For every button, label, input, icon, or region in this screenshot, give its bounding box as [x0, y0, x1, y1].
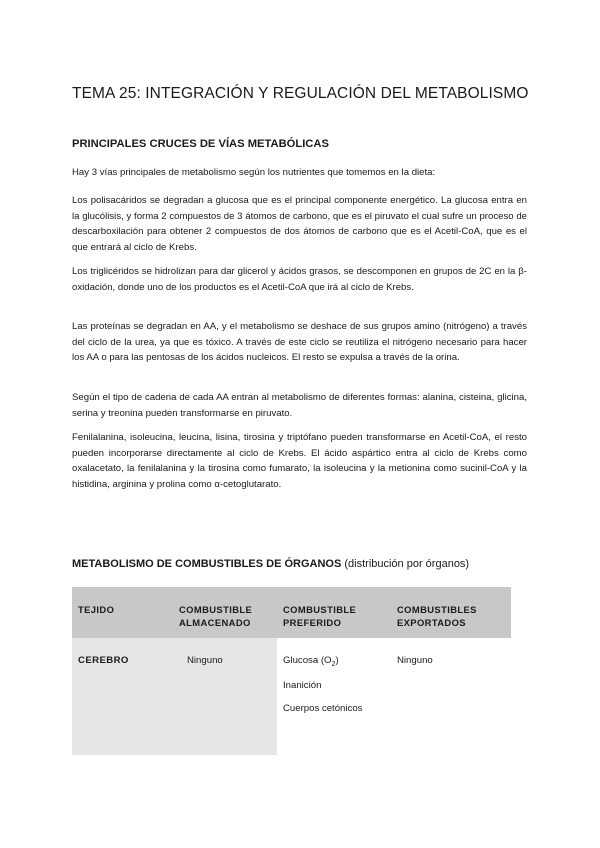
cell-almacenado: Ninguno: [173, 638, 277, 755]
paragraph-triglycerides: Los triglicéridos se hidrolizan para dar glicerol y ácidos grasos, se descomponen en grupos de 2C en la β-oxidación, donde uno de los productos es el Acetil-CoA que irá al ciclo de Krebs.: [72, 266, 527, 293]
paragraph-amino-acids-piruvate: Según el tipo de cadena de cada AA entran al metabolismo de diferentes formas: alanina, cisteina, glicina, serina y treonina pueden transformarse en piruvato.: [72, 392, 527, 419]
preferido-cuerpos-cetonicos: Cuerpos cetónicos: [283, 702, 363, 714]
preferido-glucosa-text: Glucosa (O: [283, 655, 332, 666]
section-heading-organ-fuels-bold: METABOLISMO DE COMBUSTIBLES DE ÓRGANOS: [72, 558, 342, 570]
organ-fuel-table: [72, 587, 511, 755]
paragraph-amino-acids-krebs: Fenilalanina, isoleucina, leucina, lisina, tirosina y triptófano pueden transformarse en Acetil-CoA, el resto pueden incorporarse directamente al ciclo de Krebs. El ácido aspártico entra al ciclo de Krebs como oxalacetato, la fenilalanina y la tirosina como fumarato, la isoleucina y la metionina como sucinil-CoA y la histidina, arginina y prolina como α-cetoglutarato.: [72, 432, 527, 490]
preferido-glucosa-close: ): [335, 655, 339, 666]
header-tejido: TEJIDO: [72, 587, 173, 638]
section-heading-organ-fuels-note: (distribución por órganos): [341, 558, 470, 570]
table-row: [72, 638, 511, 755]
preferido-glucosa: [283, 655, 385, 668]
table-header-row: [72, 587, 511, 638]
preferido-inanicion: Inanición: [283, 679, 322, 691]
preferido-glucosa-subscript: 2: [331, 660, 336, 668]
paragraph-polysaccharides: Los polisacáridos se degradan a glucosa que es el principal componente energético. La glucosa entra en la glucólisis, y forma 2 compuestos de 3 átomos de carbono, que es el piruvato el cual sufre un proceso de descarboxilación para obtener 2 compuestos de dos átomos de carbono que es el Acetil-CoA, que es el que entrará al ciclo de Krebs.: [72, 195, 527, 253]
cell-exportados: Ninguno: [391, 638, 511, 755]
page-title: TEMA 25: INTEGRACIÓN Y REGULACIÓN DEL METABOLISMO: [72, 85, 529, 102]
paragraph-proteins: Las proteínas se degradan en AA, y el metabolismo se deshace de sus grupos amino (nitrógeno) a través del ciclo de la urea, ya que es tóxico. A través de este ciclo se reutiliza el nitrógeno necesario para hacer los AA o para las pentosas de los ácidos nucleicos. El resto se expulsa a través de la orina.: [72, 321, 527, 363]
paragraph-intro: Hay 3 vías principales de metabolismo según los nutrientes que tomemos en la dieta:: [72, 167, 436, 178]
cell-preferido: [277, 638, 391, 755]
header-combustibles-exportados: COMBUSTIBLES EXPORTADOS: [391, 587, 511, 638]
section-heading-organ-fuels: [72, 558, 469, 570]
header-combustible-preferido: COMBUSTIBLE PREFERIDO: [277, 587, 391, 638]
cell-tejido: CEREBRO: [72, 638, 173, 755]
section-heading-metabolic-crossroads: PRINCIPALES CRUCES DE VÍAS METABÓLICAS: [72, 138, 329, 150]
header-combustible-almacenado: COMBUSTIBLE ALMACENADO: [173, 587, 277, 638]
